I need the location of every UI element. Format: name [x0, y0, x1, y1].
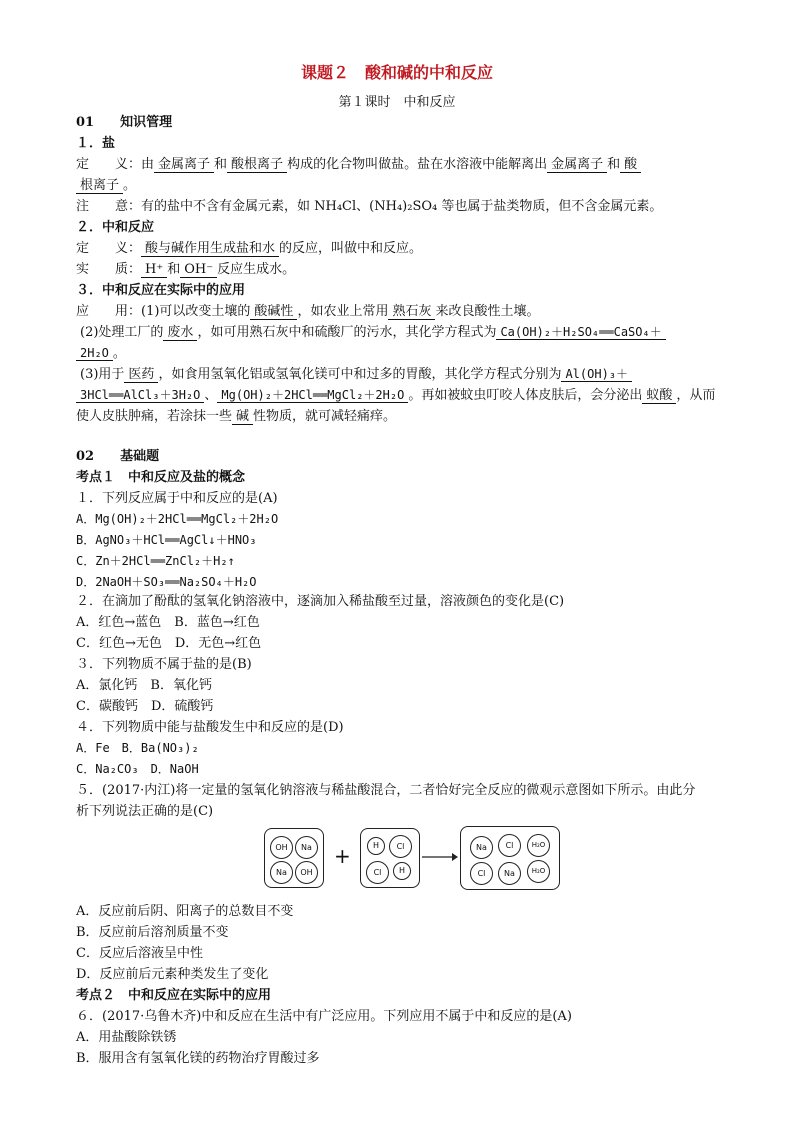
q3-options-cd: C．碳酸钙 D．硫酸钙: [76, 699, 214, 714]
reaction-diagram: [264, 826, 560, 892]
q2-options-ab: A．红色→蓝色 B．蓝色→红色: [76, 615, 260, 630]
section-01-heading: 01 知识管理: [76, 115, 173, 130]
q1-option-a: A．Mg(OH)₂＋2HCl══MgCl₂＋2H₂O: [76, 512, 279, 526]
q1-option-d: D．2NaOH＋SO₃══Na₂SO₄＋H₂O: [76, 575, 257, 589]
naoh-box: [264, 828, 324, 888]
chloride-ion: Cl: [389, 835, 412, 858]
hydrogen-ion: H: [393, 862, 411, 880]
products-box: [460, 826, 560, 890]
text: 和: [607, 157, 621, 172]
q6-option-b: B．服用含有氢氧化镁的药物治疗胃酸过多: [76, 1051, 320, 1066]
q3-options-ab: A．氯化钙 B．氧化钙: [76, 678, 212, 693]
answer-blank: 金属离子: [154, 157, 214, 173]
equation-blank: Al(OH)₃＋: [561, 367, 632, 382]
answer-blank: 酸碱性: [250, 304, 297, 320]
text: 实 质：: [76, 262, 142, 277]
text: 。: [123, 178, 137, 193]
text: 使人皮肤肿痛，若涂抹一些: [76, 409, 233, 424]
salt-definition-cont: [76, 175, 756, 196]
text: 的反应，叫做中和反应。: [279, 241, 423, 256]
question-6: ６．(2017·乌鲁木齐)中和反应在生活中有广泛应用。下列应用不属于中和反应的是(A): [76, 1009, 572, 1024]
answer-blank: 金属离子: [547, 157, 607, 173]
question-2: ２．在滴加了酚酞的氢氧化钠溶液中，逐滴加入稀盐酸至过量，溶液颜色的变化是(C): [76, 594, 565, 609]
text: 定 义：: [76, 241, 142, 256]
text: ，如农业上常用: [297, 304, 389, 319]
answer-blank: 熟石灰: [388, 304, 435, 320]
answer-blank: 酸根离子: [227, 157, 287, 173]
text: 应 用：(1)可以改变土壤的: [76, 304, 251, 319]
water-molecule: H₂O: [527, 860, 550, 883]
answer-blank: 酸: [620, 157, 641, 173]
heading-applications: ３．中和反应在实际中的应用: [76, 283, 246, 298]
text: 构成的化合物叫做盐。盐在水溶液中能解离出: [287, 157, 548, 172]
application-3-cont: [76, 385, 756, 406]
application-2: [80, 322, 760, 343]
text: ，如可用熟石灰中和硫酸厂的污水，其化学方程式为: [197, 325, 497, 340]
answer-blank: 碱: [232, 409, 253, 425]
question-1: １．下列反应属于中和反应的是(A): [76, 491, 278, 506]
salt-definition: [76, 154, 756, 175]
sodium-ion: Na: [470, 836, 493, 859]
answer-blank: H⁺: [141, 262, 167, 278]
sodium-ion: Na: [295, 836, 318, 859]
water-molecule: H₂O: [527, 834, 550, 857]
q5-option-b: B．反应前后溶剂质量不变: [76, 925, 229, 940]
answer-blank: 蚁酸: [642, 388, 676, 404]
chloride-ion: Cl: [470, 862, 493, 885]
chloride-ion: Cl: [498, 834, 521, 857]
text: (3)用于: [80, 367, 125, 382]
chloride-ion: Cl: [366, 861, 389, 884]
lesson-title: 课题２ 酸和碱的中和反应: [300, 63, 493, 82]
answer-blank: OH⁻: [180, 262, 217, 278]
application-3: [80, 364, 760, 385]
q4-options-ab: A．Fe B．Ba(NO₃)₂: [76, 741, 199, 755]
arrow-right-icon: [422, 850, 458, 864]
sodium-ion: Na: [498, 862, 521, 885]
answer-blank: 医药: [124, 367, 158, 383]
hydroxide-ion: OH: [295, 861, 318, 884]
text: (2)处理工厂的: [80, 325, 164, 340]
topic-1-heading: 考点１ 中和反应及盐的概念: [76, 470, 246, 485]
hydrogen-ion: H: [367, 837, 385, 855]
question-4: ４．下列物质中能与盐酸发生中和反应的是(D): [76, 720, 344, 735]
question-3: ３．下列物质不属于盐的是(B): [76, 657, 252, 672]
application-3-end: [76, 406, 756, 427]
answer-blank: 废水: [163, 325, 197, 341]
q6-option-a: A．用盐酸除铁锈: [76, 1030, 177, 1045]
q2-options-cd: C．红色→无色 D．无色→红色: [76, 636, 262, 651]
equation-blank: Mg(OH)₂＋2HCl══MgCl₂＋2H₂O: [217, 388, 408, 403]
answer-blank: 根离子: [76, 178, 123, 194]
equation-blank: Ca(OH)₂＋H₂SO₄══CaSO₄＋: [496, 325, 665, 340]
q1-option-b: B．AgNO₃＋HCl══AgCl↓＋HNO₃: [76, 533, 257, 547]
neutralization-definition: [76, 238, 756, 259]
equation-blank: 2H₂O: [76, 346, 113, 361]
text: ，如食用氢氧化铝或氢氧化镁可中和过多的胃酸，其化学方程式分别为: [158, 367, 562, 382]
topic-2-heading: 考点２ 中和反应在实际中的应用: [76, 988, 272, 1003]
text: 和: [214, 157, 228, 172]
answer-blank: 酸与碱作用生成盐和水: [141, 241, 279, 257]
text: 。: [112, 346, 126, 361]
application-1: [76, 301, 756, 322]
question-5: ５．(2017·内江)将一定量的氢氧化钠溶液与稀盐酸混合，二者恰好完全反应的微观示意图如下所示。由此分: [76, 783, 696, 798]
q4-options-cd: C．Na₂CO₃ D．NaOH: [76, 762, 199, 776]
heading-neutralization: ２．中和反应: [76, 220, 155, 235]
question-5-cont: 析下列说法正确的是(C): [76, 804, 214, 819]
text: 。再如被蚊虫叮咬人体皮肤后，会分泌出: [408, 388, 643, 403]
section-02-heading: 02 基础题: [76, 449, 160, 464]
hcl-box: [360, 828, 420, 888]
neutralization-essence: [76, 259, 756, 280]
equation-blank: 3HCl══AlCl₃＋3H₂O: [76, 388, 204, 403]
heading-salt: １．盐: [76, 136, 116, 151]
text: 来改良酸性土壤。: [435, 304, 540, 319]
q5-option-c: C．反应后溶液呈中性: [76, 946, 203, 961]
lesson-subtitle: 第１课时 中和反应: [338, 95, 456, 110]
text: ，从而: [676, 388, 716, 403]
text: 性物质，就可减轻痛痒。: [253, 409, 397, 424]
text: 反应生成水。: [217, 262, 296, 277]
text: 定 义：由: [76, 157, 155, 172]
application-2-cont: [76, 343, 756, 364]
text: 和: [167, 262, 181, 277]
q1-option-c: C．Zn＋2HCl══ZnCl₂＋H₂↑: [76, 554, 235, 568]
hydroxide-ion: OH: [270, 836, 293, 859]
q5-option-a: A．反应前后阴、阳离子的总数目不变: [76, 904, 294, 919]
text: 、: [204, 388, 218, 403]
q5-option-d: D．反应前后元素种类发生了变化: [76, 967, 269, 982]
sodium-ion: Na: [270, 861, 293, 884]
plus-sign: +: [334, 844, 351, 868]
salt-note: 注 意：有的盐中不含有金属元素，如 NH₄Cl、(NH₄)₂SO₄ 等也属于盐类物质，但不含金属元素。: [76, 199, 663, 214]
